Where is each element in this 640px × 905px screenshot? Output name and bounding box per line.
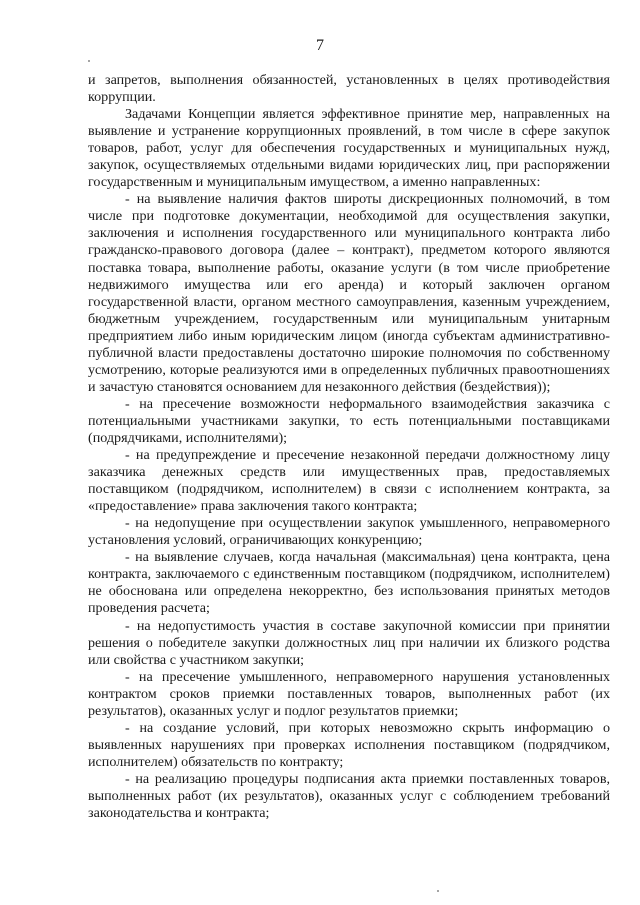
document-body bbox=[88, 72, 610, 822]
list-item-discretionary-powers: - на выявление наличия фактов широты дискреционных полномочий, в том числе при подготовке документации, необходимой для осуществления закупки, заключения и исполнения государственного или муниципального контракта либо гражданско-правового договора (далее – контракт), предметом которого являются поставка товара, выполнение работы, оказание услуги (в том числе приобретение недвижимого имущества или его аренда) и который заключен органом государственной власти, органом местного самоуправления, казенным учреждением, бюджетным учреждением, государственным или муниципальным унитарным предприятием либо иным юридическим лицом (иногда субъектам административно-публичной власти предоставлены достаточно широкие полномочия по собственному усмотрению, которые реализуются ими в определенных публичных правоотношениях и зачастую становятся основанием для незаконного действия (бездействия)); bbox=[88, 191, 610, 395]
paragraph-continuation: и запретов, выполнения обязанностей, установленных в целях противодействия коррупции. bbox=[88, 72, 610, 106]
list-item-violation-disclosure: - на создание условий, при которых невозможно скрыть информацию о выявленных нарушениях при проверках исполнения поставщиком (подрядчиком, исполнителем) обязательств по контракту; bbox=[88, 719, 610, 770]
list-item-commission-kinship: - на недопустимость участия в составе закупочной комиссии при принятии решения о победителе закупки должностных лиц при наличии их близкого родства или свойства с участником закупки; bbox=[88, 617, 610, 668]
list-item-informal-interaction: - на пресечение возможности неформального взаимодействия заказчика с потенциальными участниками закупки, то есть потенциальными поставщиками (подрядчиками, исполнителями); bbox=[88, 395, 610, 446]
list-item-illegal-transfer: - на предупреждение и пресечение незаконной передачи должностному лицу заказчика денежных средств или имущественных прав, предоставляемых поставщиком (подрядчиком, исполнителем) в связи с исполнением контракта, за «предоставление» права заключения такого контракта; bbox=[88, 447, 610, 515]
paragraph-tasks-intro: Задачами Концепции является эффективное принятие мер, направленных на выявление и устранение коррупционных проявлений, в том числе в сфере закупок товаров, работ, услуг для обеспечения государственных и муниципальных нужд, закупок, осуществляемых отдельными видами юридических лиц, при распоряжении государственным и муниципальным имуществом, а именно направленных: bbox=[88, 106, 610, 191]
scan-speck bbox=[88, 60, 90, 62]
list-item-competition-restriction: - на недопущение при осуществлении закупок умышленного, неправомерного установления условий, ограничивающих конкуренцию; bbox=[88, 515, 610, 549]
list-item-acceptance-deadlines: - на пресечение умышленного, неправомерного нарушения установленных контрактом сроков приемки поставленных товаров, выполненных работ (их результатов), оказанных услуг и подлог результатов приемки; bbox=[88, 668, 610, 719]
page-number: 7 bbox=[316, 37, 324, 54]
list-item-price-justification: - на выявление случаев, когда начальная (максимальная) цена контракта, цена контракта, заключаемого с единственным поставщиком (подрядчиком, исполнителем) не обоснована или определена некорректно, без использования принятых методов проведения расчета; bbox=[88, 549, 610, 617]
scan-speck bbox=[437, 890, 439, 892]
list-item-acceptance-act: - на реализацию процедуры подписания акта приемки поставленных товаров, выполненных работ (их результатов), оказанных услуг с соблюдением требований законодательства и контракта; bbox=[88, 770, 610, 822]
